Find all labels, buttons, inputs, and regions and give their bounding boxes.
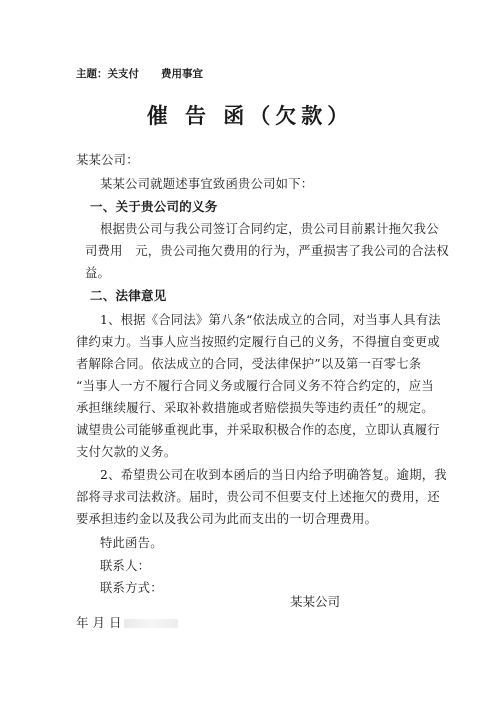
subject-line [76,66,203,81]
section2-heading: 二、法律意见 [90,288,167,303]
section2-para1-line: 诚望贵公司能够重视此事，并采取积极合作的态度，立即认真履行 [76,423,440,437]
section1-heading: 一、关于贵公司的义务 [90,199,218,214]
intro-paragraph: 某某公司就题述事宜致函贵公司如下： [100,177,314,191]
section2-para1-line: 律约束力。当事人应当按照约定履行自己的义务，不得擅自变更或 [76,335,440,349]
date-text: 年 月 日 [76,615,122,630]
section2-para2-line: 部将寻求司法救济。届时，贵公司不但要支付上述拖欠的费用，还 [76,490,440,504]
section2-para1-line: 者解除合同。依法成立的合同，受法律保护”以及第一百零七条 [76,357,422,371]
section2-para1-line: 1、根据《合同法》第八条“依法成立的合同，对当事人具有法 [100,313,441,327]
subject-value: 费用事宜 [161,68,203,80]
section2-para1-line: “当事人一方不履行合同义务或履行合同义务不符合约定的，应当 [76,379,434,393]
document-title: 催 告 函（欠款） [146,103,354,128]
date-line [76,613,178,631]
subject-label: 主题：关支付 [76,68,139,80]
section1-line: 司费用 元，贵公司拖欠费用的行为，严重损害了我公司的合法权 [85,244,449,258]
contact-method: 联系方式： [100,581,163,595]
closing-remark: 特此函告。 [100,536,163,550]
section2-para1-line: 支付欠款的义务。 [76,445,177,459]
section1-line: 益。 [85,266,111,280]
section2-para1-line: 承担继续履行、采取补救措施或者赔偿损失等违约责任”的规定。 [76,401,434,415]
salutation: 某某公司： [76,153,139,167]
contact-person: 联系人： [100,559,151,573]
section2-para2-line: 要承担违约金以及我公司为此而支出的一切合理费用。 [76,512,378,526]
redacted-date [124,619,178,628]
section2-para2-line: 2、希望贵公司在收到本函后的当日内给予明确答复。逾期，我 [100,468,447,482]
signature-company: 某某公司 [290,594,341,609]
section1-line: 根据贵公司与我公司签订合同约定，贵公司目前累计拖欠我公 [100,222,439,236]
